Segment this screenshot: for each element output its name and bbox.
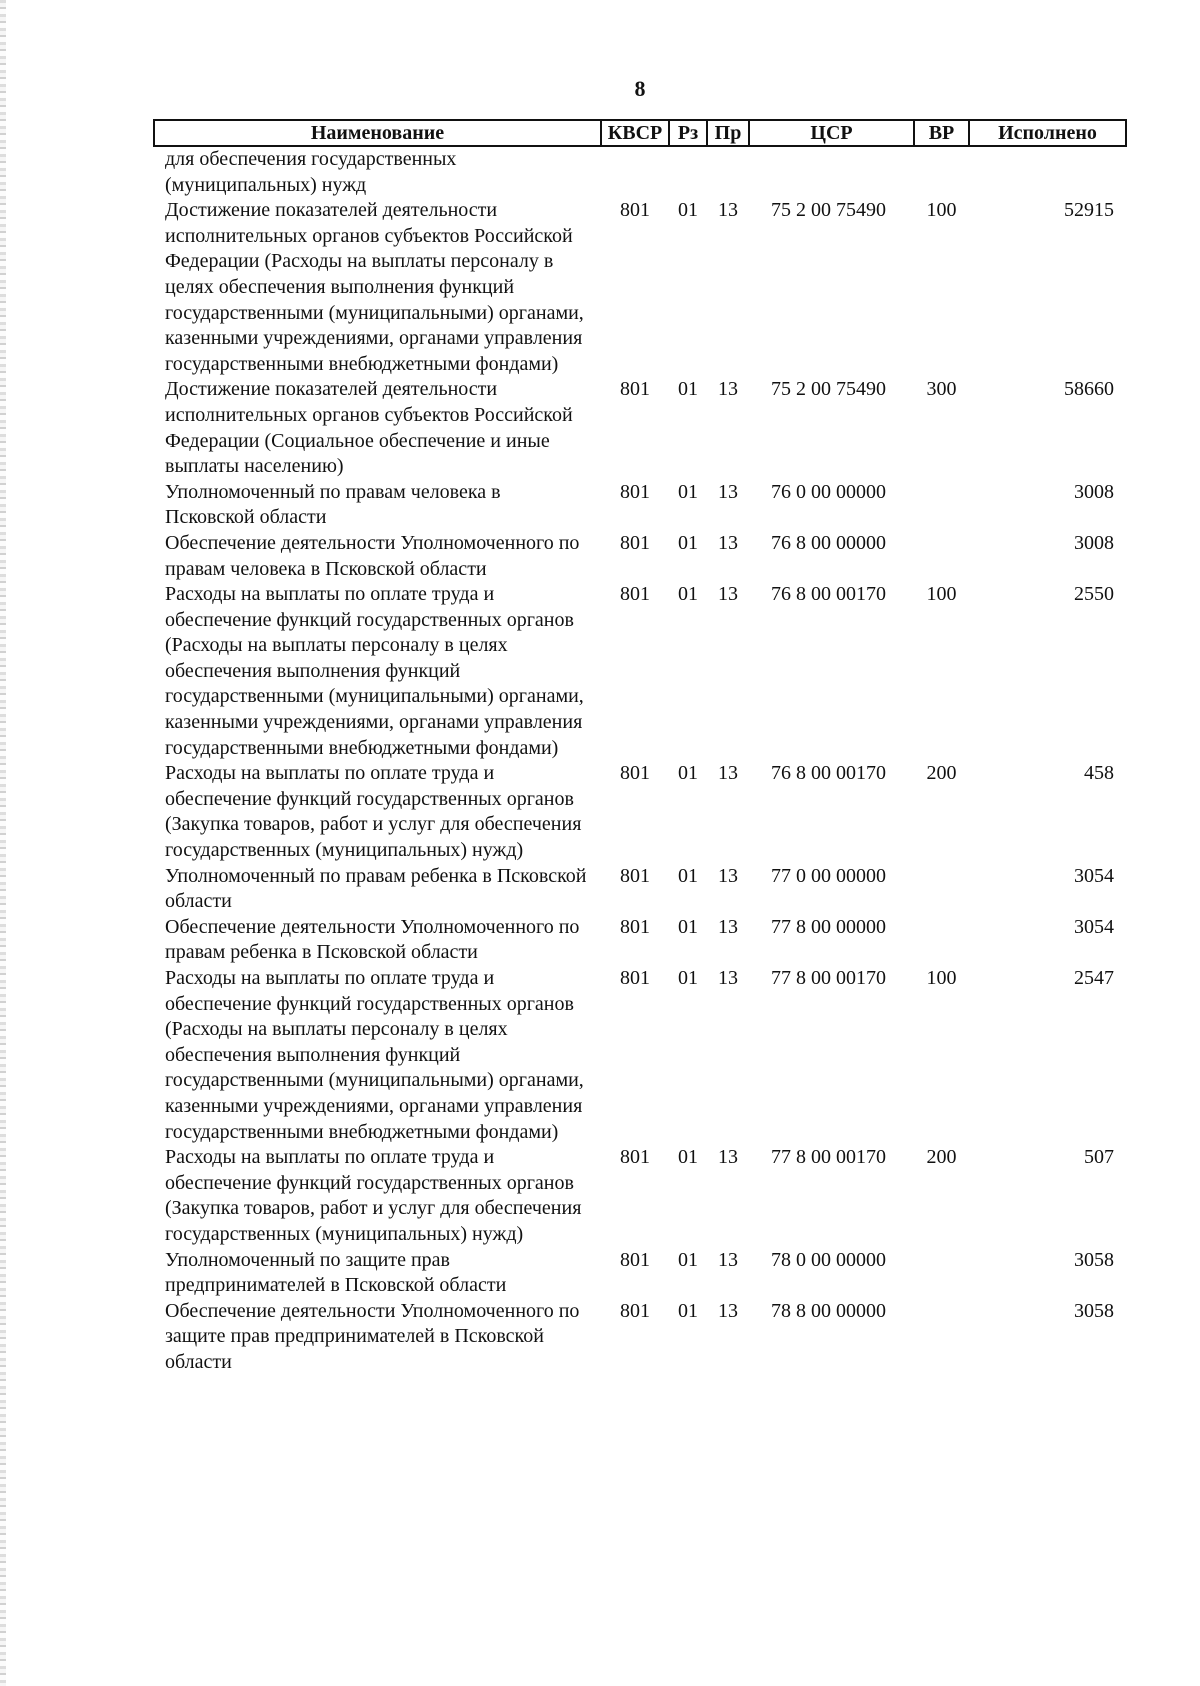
row-kvsr: 801: [620, 583, 650, 606]
row-kvsr: 801: [620, 199, 650, 222]
table-row: [154, 915, 1126, 966]
row-rz: 01: [678, 583, 698, 606]
table-row: [154, 198, 1126, 377]
row-rz: 01: [678, 1248, 698, 1271]
row-name: Расходы на выплаты по оплате труда и обеспечение функций государственных органов (Расходы на выплаты персоналу в целях обеспечения выполнения функций государственными (муниципальными) органами, казенными учреждениями, органами управления государственными внебюджетными фондами): [165, 583, 584, 759]
row-pr: 13: [718, 378, 738, 401]
row-kvsr: [601, 146, 669, 198]
table-row: [154, 377, 1126, 479]
row-name: Уполномоченный по защите прав предпринимателей в Псковской области: [165, 1248, 507, 1297]
row-vr: 100: [926, 583, 957, 606]
row-kvsr: 801: [620, 1299, 650, 1322]
row-vr: [914, 1299, 969, 1376]
row-pr: 13: [718, 199, 738, 222]
row-executed: 3054: [1074, 915, 1114, 938]
row-vr: [914, 915, 969, 966]
row-csr: 76 8 00 00170: [771, 762, 886, 785]
table-row: [154, 761, 1126, 863]
row-name: Обеспечение деятельности Уполномоченного по правам человека в Псковской области: [165, 531, 580, 580]
row-rz: 01: [678, 199, 698, 222]
row-kvsr: 801: [620, 864, 650, 887]
row-kvsr: 801: [620, 1248, 650, 1271]
budget-table: [153, 119, 1127, 1376]
row-pr: 13: [718, 864, 738, 887]
row-name: для обеспечения государственных (муниципальных) нужд: [165, 148, 457, 196]
row-pr: 13: [718, 915, 738, 938]
row-name: Уполномоченный по правам ребенка в Псковской области: [165, 864, 587, 913]
row-vr: [914, 1248, 969, 1299]
table-row: [154, 146, 1126, 198]
row-csr: 77 8 00 00170: [771, 967, 886, 989]
row-kvsr: 801: [620, 967, 650, 989]
table-row: [154, 582, 1126, 761]
row-executed: 3058: [1074, 1248, 1114, 1271]
row-kvsr: 801: [620, 378, 650, 401]
table-row: [154, 480, 1126, 531]
row-vr: [914, 480, 969, 531]
row-csr: 77 8 00 00000: [771, 915, 886, 938]
row-name: Расходы на выплаты по оплате труда и обеспечение функций государственных органов (Расходы на выплаты персоналу в целях обеспечения выполнения функций государственными (муниципальными) органами, казенными учреждениями, органами управления государственными внебюджетными фондами): [165, 967, 584, 1143]
row-vr: 100: [926, 199, 957, 222]
row-pr: 13: [718, 762, 738, 785]
row-name: Обеспечение деятельности Уполномоченного по защите прав предпринимателей в Псковской области: [165, 1299, 580, 1373]
row-kvsr: 801: [620, 1146, 650, 1169]
row-rz: 01: [678, 1146, 698, 1169]
row-executed: 3008: [1074, 531, 1114, 554]
header-kvsr: КВСР: [601, 120, 669, 146]
page-number: 8: [634, 76, 646, 101]
row-executed: [969, 146, 1126, 198]
row-csr: 75 2 00 75490: [771, 378, 886, 401]
table-row: [154, 966, 1126, 1145]
header-csr: ЦСР: [749, 120, 914, 146]
row-pr: 13: [718, 480, 738, 503]
row-executed: 2550: [1074, 583, 1114, 606]
row-name: Расходы на выплаты по оплате труда и обеспечение функций государственных органов (Закупка товаров, работ и услуг для обеспечения государственных (муниципальных) нужд): [165, 1146, 582, 1245]
row-pr: 13: [718, 531, 738, 554]
row-csr: 76 0 00 00000: [771, 480, 886, 503]
row-executed: 458: [1084, 762, 1114, 785]
row-executed: 2547: [1074, 967, 1114, 989]
row-csr: 76 8 00 00000: [771, 531, 886, 554]
row-name: Обеспечение деятельности Уполномоченного по правам ребенка в Псковской области: [165, 915, 580, 964]
row-rz: 01: [678, 864, 698, 887]
row-kvsr: 801: [620, 762, 650, 785]
header-pr: Пр: [707, 120, 749, 146]
row-rz: [669, 146, 707, 198]
row-rz: 01: [678, 378, 698, 401]
row-csr: [749, 146, 914, 198]
row-executed: 52915: [1064, 199, 1114, 222]
row-kvsr: 801: [620, 531, 650, 554]
row-executed: 3058: [1074, 1299, 1114, 1322]
row-vr: 100: [926, 967, 957, 989]
row-name: Достижение показателей деятельности исполнительных органов субъектов Российской Федерации (Социальное обеспечение и иные выплаты населению): [165, 378, 573, 478]
row-kvsr: 801: [620, 915, 650, 938]
row-csr: 76 8 00 00170: [771, 583, 886, 606]
row-rz: 01: [678, 967, 698, 989]
row-vr: 200: [926, 1146, 957, 1169]
row-name: Уполномоченный по правам человека в Псковской области: [165, 480, 501, 529]
table-row: [154, 1299, 1126, 1376]
row-pr: [707, 146, 749, 198]
header-executed: Исполнено: [969, 120, 1126, 146]
row-vr: 300: [926, 378, 957, 401]
row-name: Достижение показателей деятельности исполнительных органов субъектов Российской Федерации (Расходы на выплаты персоналу в целях обеспечения выполнения функций государственными (муниципальными) органами, казенными учреждениями, органами управления государственными внебюджетными фондами): [165, 199, 584, 375]
row-executed: 58660: [1064, 378, 1114, 401]
row-pr: 13: [718, 1146, 738, 1169]
row-csr: 78 8 00 00000: [771, 1299, 886, 1322]
row-pr: 13: [718, 1299, 738, 1322]
row-pr: 13: [718, 1248, 738, 1271]
row-pr: 13: [718, 583, 738, 606]
table-row: [154, 864, 1126, 915]
row-rz: 01: [678, 762, 698, 785]
row-csr: 78 0 00 00000: [771, 1248, 886, 1271]
row-csr: 77 8 00 00170: [771, 1146, 886, 1169]
row-csr: 77 0 00 00000: [771, 864, 886, 887]
table-row: [154, 1145, 1126, 1247]
row-kvsr: 801: [620, 480, 650, 503]
table-header-row: [154, 120, 1126, 146]
row-rz: 01: [678, 1299, 698, 1322]
row-pr: 13: [718, 967, 738, 989]
row-rz: 01: [678, 480, 698, 503]
table-row: [154, 531, 1126, 582]
header-vr: ВР: [914, 120, 969, 146]
row-rz: 01: [678, 915, 698, 938]
row-executed: 3008: [1074, 480, 1114, 503]
table-row: [154, 1248, 1126, 1299]
row-rz: 01: [678, 531, 698, 554]
row-name: Расходы на выплаты по оплате труда и обеспечение функций государственных органов (Закупка товаров, работ и услуг для обеспечения государственных (муниципальных) нужд): [165, 762, 582, 862]
row-csr: 75 2 00 75490: [771, 199, 886, 222]
table-body: [154, 146, 1126, 1376]
header-name: Наименование: [154, 120, 601, 146]
row-executed: 3054: [1074, 864, 1114, 887]
row-vr: [914, 864, 969, 915]
row-vr: [914, 531, 969, 582]
header-rz: Рз: [669, 120, 707, 146]
row-vr: [914, 146, 969, 198]
row-executed: 507: [1084, 1146, 1114, 1169]
scan-edge-artifact: [0, 0, 6, 1686]
row-vr: 200: [926, 762, 957, 785]
